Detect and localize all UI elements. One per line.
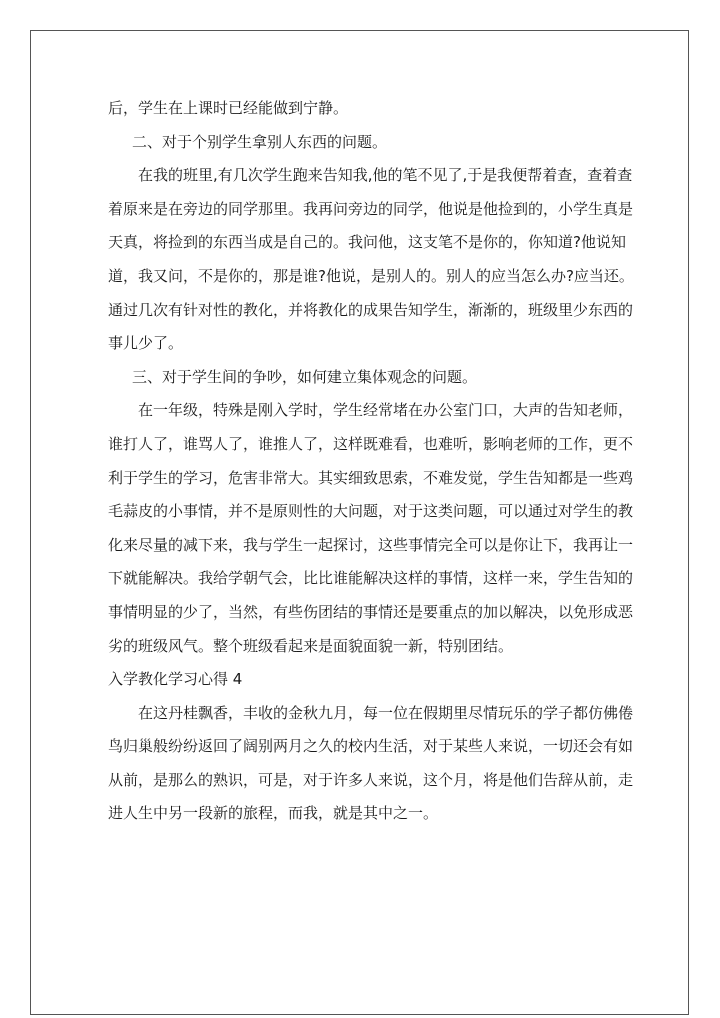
paragraph-line: 天真，将捡到的东西当成是自己的。我问他，这支笔不是你的，你知道?他说知 — [108, 233, 626, 252]
paragraph-line: 谁打人了，谁骂人了，谁推人了，这样既难看，也难听，影响老师的工作，更不 — [108, 434, 634, 453]
section-heading: 三、对于学生间的争吵，如何建立集体观念的问题。 — [132, 367, 478, 386]
paragraph-line: 劣的班级风气。整个班级看起来是面貌面貌一新，特别团结。 — [108, 636, 514, 655]
paragraph-line: 下就能解决。我给学朝气会，比比谁能解决这样的事情，这样一来，学生告知的 — [108, 569, 634, 588]
paragraph-line: 事儿少了。 — [108, 334, 184, 353]
paragraph-line: 化来尽量的减下来，我与学生一起探讨，这些事情完全可以是你让下，我再让一 — [108, 535, 634, 554]
section-heading: 二、对于个别学生拿别人东西的问题。 — [132, 132, 388, 151]
paragraph-line: 鸟归巢般纷纷返回了阔别两月之久的校内生活，对于某些人来说，一切还会有如 — [108, 737, 634, 756]
paragraph-line: 着原来是在旁边的同学那里。我再问旁边的同学，他说是他捡到的，小学生真是 — [108, 199, 634, 218]
paragraph-line: 在一年级，特殊是刚入学时，学生经常堵在办公室门口，大声的告知老师， — [138, 401, 634, 420]
paragraph-line: 道，我又问，不是你的，那是谁?他说，是别人的。别人的应当怎么办?应当还。 — [108, 266, 634, 285]
paragraph-line: 从前，是那么的熟识，可是，对于许多人来说，这个月，将是他们告辞从前，走 — [108, 770, 634, 789]
paragraph-line: 在我的班里,有几次学生跑来告知我,他的笔不见了,于是我便帮着查，查着查 — [138, 166, 633, 185]
document-title: 入学教化学习心得 4 — [108, 670, 243, 689]
paragraph-line: 毛蒜皮的小事情，并不是原则性的大问题，对于这类问题，可以通过对学生的教 — [108, 502, 634, 521]
document-body — [108, 92, 634, 831]
paragraph-line: 后，学生在上课时已经能做到宁静。 — [108, 99, 349, 117]
paragraph-line: 在这丹桂飘香，丰收的金秋九月，每一位在假期里尽情玩乐的学子都仿佛倦 — [138, 703, 634, 722]
paragraph-line: 利于学生的学习，危害非常大。其实细致思索，不难发觉，学生告知都是一些鸡 — [108, 468, 634, 487]
paragraph-line: 通过几次有针对性的教化，并将教化的成果告知学生，渐渐的，班级里少东西的 — [108, 300, 634, 319]
paragraph-line: 事情明显的少了，当然，有些伤团结的事情还是要重点的加以解决，以免形成恶 — [108, 602, 634, 621]
paragraph-line: 进人生中另一段新的旅程，而我，就是其中之一。 — [108, 804, 439, 823]
